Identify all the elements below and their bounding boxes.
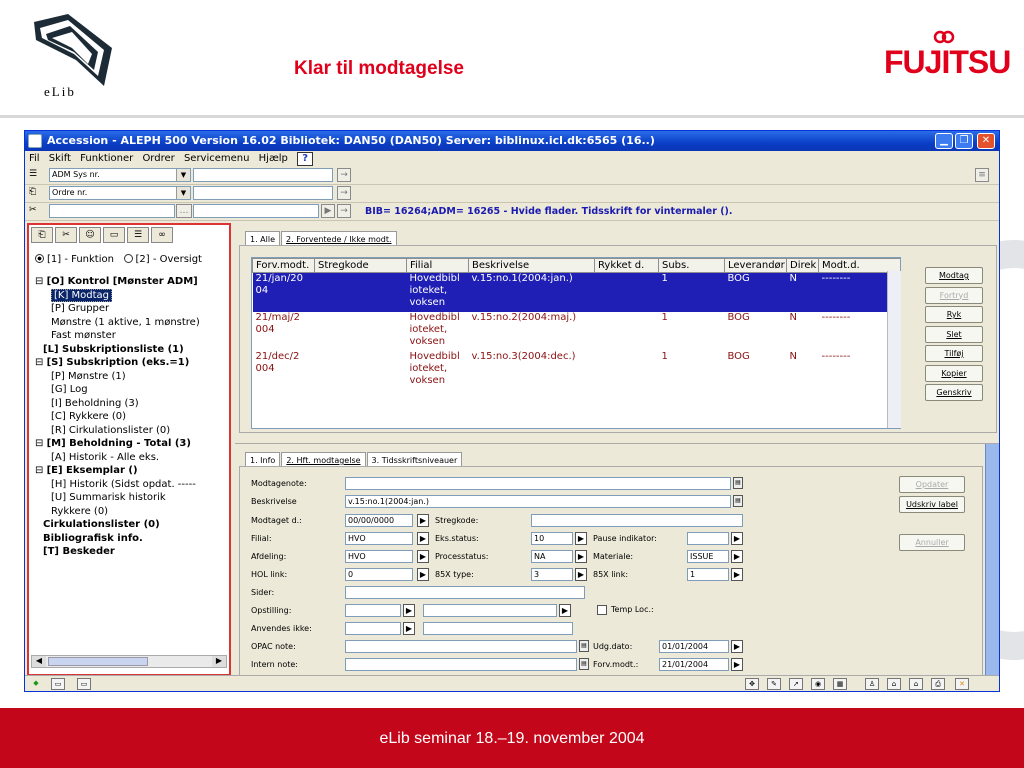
tree-node[interactable] <box>35 329 200 343</box>
grid-vertical-scrollbar[interactable] <box>887 271 901 428</box>
udg-dato-input[interactable]: 01/01/2004 <box>659 640 729 653</box>
modtaget-input[interactable]: 00/00/0000 <box>345 514 413 527</box>
tree-node[interactable] <box>35 289 200 303</box>
green-diamond-icon[interactable]: ◆ <box>33 679 39 687</box>
85x-type-lookup-icon[interactable] <box>575 568 587 581</box>
column-header[interactable]: Rykket d. <box>595 259 659 273</box>
radio-group <box>35 253 202 267</box>
tab-scissors-icon[interactable]: ✂ <box>55 227 77 243</box>
modtagenote-input[interactable] <box>345 477 731 490</box>
info-message: BIB= 16264;ADM= 16265 - Hvide flader. Tidsskrift for vintermaler (). <box>365 206 733 217</box>
column-header[interactable]: Direk <box>787 259 819 273</box>
item-details-panel <box>235 443 999 677</box>
tab-forventede[interactable]: 2. Forventede / Ikke modt. <box>281 231 397 246</box>
materiale-input[interactable]: ISSUE <box>687 550 729 563</box>
anvendes-input-2[interactable] <box>423 622 573 635</box>
tree-node-label: Rykkere (0) <box>51 505 109 517</box>
fortryd-button[interactable]: Fortryd <box>925 287 983 304</box>
tree-node[interactable] <box>35 397 200 411</box>
navigation-tree-panel <box>27 223 231 676</box>
cell-modt: -------- <box>819 273 901 312</box>
cell-streg <box>315 273 407 312</box>
tree-node-label: [C] Rykkere (0) <box>51 411 127 422</box>
tree-node[interactable] <box>35 437 200 451</box>
tree-node-label: [P] Grupper <box>51 303 110 314</box>
aleph-window <box>24 130 1000 692</box>
window-icon[interactable]: ▭ <box>51 678 65 690</box>
tree-node-label: [S] Subskription (eks.=1) <box>46 357 190 368</box>
cell-modt: -------- <box>821 350 851 362</box>
printer-icon[interactable]: ⎙ <box>931 678 945 690</box>
tree-node[interactable] <box>35 478 200 492</box>
radio-funktion-label: [1] - Funktion <box>47 254 114 265</box>
free-input[interactable] <box>49 204 175 218</box>
tab-tidsskriftsniveauer[interactable]: 3. Tidsskriftsniveauer <box>367 452 463 467</box>
label-filial: Filial: <box>251 534 272 543</box>
cell-lev: BOG <box>727 311 750 323</box>
header-divider <box>0 115 1024 118</box>
cell-lev: BOG <box>725 273 787 312</box>
eksstatus-input[interactable]: 10 <box>531 532 573 545</box>
menu-hjaelp[interactable]: Hjælp <box>258 153 288 164</box>
cell-rykket <box>595 273 659 312</box>
cell-forv: 21/dec/2 004 <box>255 350 300 374</box>
tab-person-icon[interactable]: ☺ <box>79 227 101 243</box>
tree-node-label: [R] Cirkulationslister (0) <box>51 424 171 436</box>
tree-node-label: Mønstre (1 aktive, 1 mønstre) <box>51 316 200 328</box>
label-85x-type: 85X type: <box>435 570 474 579</box>
order-combo[interactable] <box>49 186 191 200</box>
tree-node[interactable] <box>35 491 200 505</box>
label-hol: HOL link: <box>251 570 288 579</box>
tree-node[interactable] <box>35 532 200 546</box>
tree-node[interactable] <box>35 302 200 316</box>
85x-type-input[interactable]: 3 <box>531 568 573 581</box>
camera-icon[interactable]: ◉ <box>811 678 825 690</box>
tree-node-label: [I] Beholdning (3) <box>51 397 139 409</box>
opstilling-input-2[interactable] <box>423 604 557 617</box>
tree-node[interactable] <box>35 464 200 478</box>
menubar <box>25 151 999 167</box>
tree-node-label: [L] Subskriptionsliste (1) <box>43 343 184 355</box>
opstilling-lookup-icon[interactable] <box>403 604 415 617</box>
column-header[interactable]: Leverandør <box>725 259 787 273</box>
tree-node-label: Fast mønster <box>51 330 116 341</box>
materiale-lookup-icon[interactable] <box>731 550 743 563</box>
scroll-right-icon[interactable]: ▶ <box>212 656 226 667</box>
list-icon: ☰ <box>29 169 38 179</box>
afdeling-lookup-icon[interactable] <box>417 550 429 563</box>
radio-oversigt-label: [2] - Oversigt <box>135 254 202 265</box>
temp-loc-checkbox[interactable] <box>597 605 607 615</box>
cell-subs: 1 <box>659 273 725 312</box>
afdeling-input[interactable]: HVO <box>345 550 413 563</box>
label-eksstatus: Eks.status: <box>435 534 479 543</box>
tab-binoculars-icon[interactable]: ∞ <box>151 227 173 243</box>
left-tab-strip <box>31 227 227 244</box>
tree-node-label: [O] Kontrol [Mønster ADM] <box>46 276 198 287</box>
beskrivelse-input[interactable]: v.15:no.1(2004:jan.) <box>345 495 731 508</box>
tree-node[interactable] <box>35 505 200 519</box>
target-icon[interactable]: ✥ <box>745 678 759 690</box>
udg-dato-picker-icon[interactable] <box>731 640 743 653</box>
horizontal-scrollbar[interactable] <box>31 655 227 668</box>
column-header[interactable]: Stregkode <box>315 259 407 273</box>
radio-oversigt[interactable] <box>124 254 133 263</box>
column-header[interactable]: Filial <box>407 259 469 273</box>
search-row-2 <box>25 185 999 203</box>
ellipsis-button[interactable]: … <box>176 204 192 218</box>
elib-logo <box>28 14 118 104</box>
tab-hft-modtagelse[interactable]: 2. Hft. modtagelse <box>281 452 365 467</box>
exit-icon[interactable]: ✕ <box>955 678 969 690</box>
details-vertical-scrollbar[interactable] <box>985 444 999 678</box>
genskriv-button[interactable]: Genskriv <box>925 384 983 401</box>
slide-title: Klar til modtagelse <box>294 58 464 79</box>
tab-folder-icon[interactable]: ▭ <box>103 227 125 243</box>
tree-node[interactable] <box>35 356 200 370</box>
tree-node[interactable] <box>35 451 200 465</box>
cell-filial: Hovedbibl ioteket, voksen <box>409 311 460 347</box>
column-header[interactable]: Modt.d. <box>819 259 901 273</box>
cell-direk: N <box>789 311 797 323</box>
window-icon-2[interactable]: ▭ <box>77 678 91 690</box>
notes-icon[interactable]: ▤ <box>733 477 743 489</box>
tree-node[interactable] <box>35 275 200 289</box>
label-sider: Sider: <box>251 588 275 597</box>
order-combo-label: Ordre nr. <box>52 188 88 197</box>
menu-fil[interactable]: Fil <box>29 153 40 164</box>
date-picker-icon[interactable] <box>417 514 429 527</box>
notes-icon[interactable]: ▤ <box>733 495 743 507</box>
order-icon: ⎗ <box>29 187 37 197</box>
tab-info[interactable]: 1. Info <box>245 452 280 467</box>
label-opstilling: Opstilling: <box>251 606 292 615</box>
function-tree <box>35 275 200 559</box>
slet-button[interactable]: Slet <box>925 326 983 343</box>
opstilling-2-lookup-icon[interactable] <box>559 604 571 617</box>
go-arrow-button[interactable]: → <box>337 186 351 200</box>
cell-subs: 1 <box>661 350 668 362</box>
pen-icon[interactable]: ✎ <box>767 678 781 690</box>
grid-header-row <box>253 259 901 273</box>
cell-direk: N <box>789 350 797 362</box>
tree-node[interactable] <box>35 545 200 559</box>
expand-toggle-icon[interactable]: ⊟ <box>35 276 47 287</box>
scroll-left-icon[interactable]: ◀ <box>32 656 46 667</box>
stregkode-input[interactable] <box>531 514 743 527</box>
notes-icon[interactable]: ▤ <box>579 658 589 670</box>
label-anvendes: Anvendes ikke: <box>251 624 312 633</box>
tree-node-label: [U] Summarisk historik <box>51 492 166 503</box>
tree-node[interactable] <box>35 410 200 424</box>
items-grid <box>251 257 901 429</box>
menu-ordrer[interactable]: Ordrer <box>142 153 175 164</box>
tree-node[interactable] <box>35 343 200 357</box>
cell-filial: Hovedbibl ioteket, voksen <box>407 273 469 312</box>
intern-note-input[interactable] <box>345 658 577 671</box>
processtatus-lookup-icon[interactable] <box>575 550 587 563</box>
tree-node-label: Bibliografisk info. <box>43 532 143 544</box>
label-processtatus: Processtatus: <box>435 552 489 561</box>
anvendes-input[interactable] <box>345 622 401 635</box>
label-85x-link: 85X link: <box>593 570 629 579</box>
tree-node-label: [K] Modtag <box>51 289 112 302</box>
tree-node-label: [M] Beholdning - Total (3) <box>46 438 191 449</box>
tree-node-label: [E] Eksemplar () <box>46 465 138 476</box>
label-udg-dato: Udg.dato: <box>593 642 633 651</box>
tab-list-icon[interactable]: ⎗ <box>31 227 53 243</box>
app-icon <box>28 134 42 148</box>
hol-input[interactable]: 0 <box>345 568 413 581</box>
label-temp-loc: Temp Loc.: <box>611 605 654 614</box>
85x-link-lookup-icon[interactable] <box>731 568 743 581</box>
table-row[interactable] <box>253 351 901 390</box>
filial-lookup-icon[interactable] <box>417 532 429 545</box>
85x-link-input[interactable]: 1 <box>687 568 729 581</box>
tree-node-label: [T] Beskeder <box>43 546 115 557</box>
tree-node[interactable] <box>35 316 200 330</box>
expand-toggle-icon[interactable]: ⊟ <box>35 465 47 476</box>
items-panel <box>235 223 999 437</box>
forv-modt-input[interactable]: 21/01/2004 <box>659 658 729 671</box>
cell-filial: Hovedbibl ioteket, voksen <box>409 350 460 386</box>
hol-lookup-icon[interactable] <box>417 568 429 581</box>
tree-node-label: [H] Historik (Sidst opdat. ----- <box>51 478 196 490</box>
notes-icon[interactable]: ▤ <box>579 640 589 652</box>
label-beskrivelse: Beskrivelse <box>251 497 297 506</box>
tree-node-label: Cirkulationslister (0) <box>43 519 160 530</box>
filial-input[interactable]: HVO <box>345 532 413 545</box>
opac-note-input[interactable] <box>345 640 577 653</box>
menu-skift[interactable]: Skift <box>48 153 71 164</box>
tree-node[interactable] <box>35 383 200 397</box>
cell-subs: 1 <box>661 311 668 323</box>
label-opac-note: OPAC note: <box>251 642 296 651</box>
maximize-button[interactable]: ❐ <box>955 133 973 149</box>
scissors-icon: ✂ <box>29 205 37 215</box>
table-row[interactable] <box>253 312 901 351</box>
column-header[interactable]: Subs. <box>659 259 725 273</box>
elib-logo-text: eLib <box>44 84 76 99</box>
cell-beskr: v.15:no.1(2004:jan.) <box>469 273 595 312</box>
cell-rykket <box>595 351 659 390</box>
tree-node-label: [P] Mønstre (1) <box>51 370 126 382</box>
close-button[interactable]: ✕ <box>977 133 995 149</box>
status-toolbar <box>25 675 999 691</box>
tab-lines-icon[interactable]: ☰ <box>127 227 149 243</box>
go-arrow-button[interactable]: → <box>337 204 351 218</box>
cell-streg <box>315 312 407 351</box>
eksstatus-lookup-icon[interactable] <box>575 532 587 545</box>
menu-funktioner[interactable]: Funktioner <box>80 153 134 164</box>
label-modtagenote: Modtagenote: <box>251 479 307 488</box>
opdater-button[interactable]: Opdater <box>899 476 965 493</box>
column-header[interactable]: Forv.modt. <box>253 259 315 273</box>
tab-alle[interactable]: 1. Alle <box>245 231 280 246</box>
kopier-button[interactable]: Kopier <box>925 365 983 382</box>
cell-beskr: v.15:no.3(2004:dec.) <box>471 350 576 362</box>
free-input-2[interactable] <box>193 204 319 218</box>
fujitsu-logo <box>880 28 1010 88</box>
scroll-thumb[interactable] <box>48 657 148 666</box>
cell-modt: -------- <box>821 311 851 323</box>
tree-node[interactable] <box>35 518 200 532</box>
person-icon[interactable]: ♙ <box>865 678 879 690</box>
table-icon[interactable]: ▦ <box>833 678 847 690</box>
tree-node[interactable] <box>35 370 200 384</box>
udskriv-label-button[interactable]: Udskriv label <box>899 496 965 513</box>
anvendes-lookup-icon[interactable] <box>403 622 415 635</box>
search-row-3 <box>25 203 999 221</box>
modtag-button[interactable]: Modtag <box>925 267 983 284</box>
minimize-button[interactable]: ▁ <box>935 133 953 149</box>
table-row[interactable] <box>253 273 901 312</box>
pause-lookup-icon[interactable] <box>731 532 743 545</box>
cell-forv: 21/maj/2 004 <box>255 311 300 335</box>
pause-input[interactable] <box>687 532 729 545</box>
help-button[interactable]: ? <box>297 152 313 166</box>
label-intern-note: Intern note: <box>251 660 298 669</box>
order-input[interactable] <box>193 186 333 200</box>
cell-lev: BOG <box>727 350 750 362</box>
footer-text: eLib seminar 18.–19. november 2004 <box>379 730 645 747</box>
radio-funktion[interactable] <box>35 254 44 263</box>
go-arrow-button[interactable]: → <box>337 168 351 182</box>
adm-sys-input[interactable] <box>193 168 333 182</box>
label-modtaget: Modtaget d.: <box>251 516 302 525</box>
processtatus-input[interactable]: NA <box>531 550 573 563</box>
cell-forv: 21/jan/20 04 <box>253 273 315 312</box>
fujitsu-logo-text: FUJITSU <box>884 44 1011 80</box>
cell-direk: N <box>787 273 819 312</box>
sider-input[interactable] <box>345 586 585 599</box>
adm-sys-combo-label: ADM Sys nr. <box>52 170 100 179</box>
label-materiale: Materiale: <box>593 552 634 561</box>
annuller-button[interactable]: Annuller <box>899 534 965 551</box>
expand-toggle-icon[interactable]: ⊟ <box>35 357 47 368</box>
next-arrow-button[interactable]: ▶ <box>321 204 335 218</box>
detail-icon[interactable]: ≡ <box>975 168 989 182</box>
building-icon[interactable]: ⌂ <box>887 678 901 690</box>
menu-servicemenu[interactable]: Servicemenu <box>183 153 250 164</box>
arrow-icon[interactable]: ➚ <box>789 678 803 690</box>
cell-streg <box>315 351 407 390</box>
label-forv-modt: Forv.modt.: <box>593 660 639 669</box>
tree-node[interactable] <box>35 424 200 438</box>
cell-rykket <box>595 312 659 351</box>
chevron-down-icon[interactable]: ▼ <box>176 169 190 181</box>
label-afdeling: Afdeling: <box>251 552 287 561</box>
adm-sys-combo[interactable] <box>49 168 191 182</box>
chevron-down-icon[interactable]: ▼ <box>176 187 190 199</box>
tree-node-label: [A] Historik - Alle eks. <box>51 451 160 463</box>
expand-toggle-icon[interactable]: ⊟ <box>35 438 47 449</box>
cell-beskr: v.15:no.2(2004:maj.) <box>471 311 577 323</box>
home-icon[interactable]: ⌂ <box>909 678 923 690</box>
label-pause: Pause indikator: <box>593 534 657 543</box>
tilføj-button[interactable]: Tilføj <box>925 345 983 362</box>
opstilling-input[interactable] <box>345 604 401 617</box>
column-header[interactable]: Beskrivelse <box>469 259 595 273</box>
tree-node-label: [G] Log <box>51 384 88 395</box>
forv-modt-picker-icon[interactable] <box>731 658 743 671</box>
ryk-button[interactable]: Ryk <box>925 306 983 323</box>
label-stregkode: Stregkode: <box>435 516 479 525</box>
window-titlebar[interactable]: Accession - ALEPH 500 Version 16.02 Bibliotek: DAN50 (DAN50) Server: biblinux.icl.dk:6565 (16..) <box>25 131 999 151</box>
